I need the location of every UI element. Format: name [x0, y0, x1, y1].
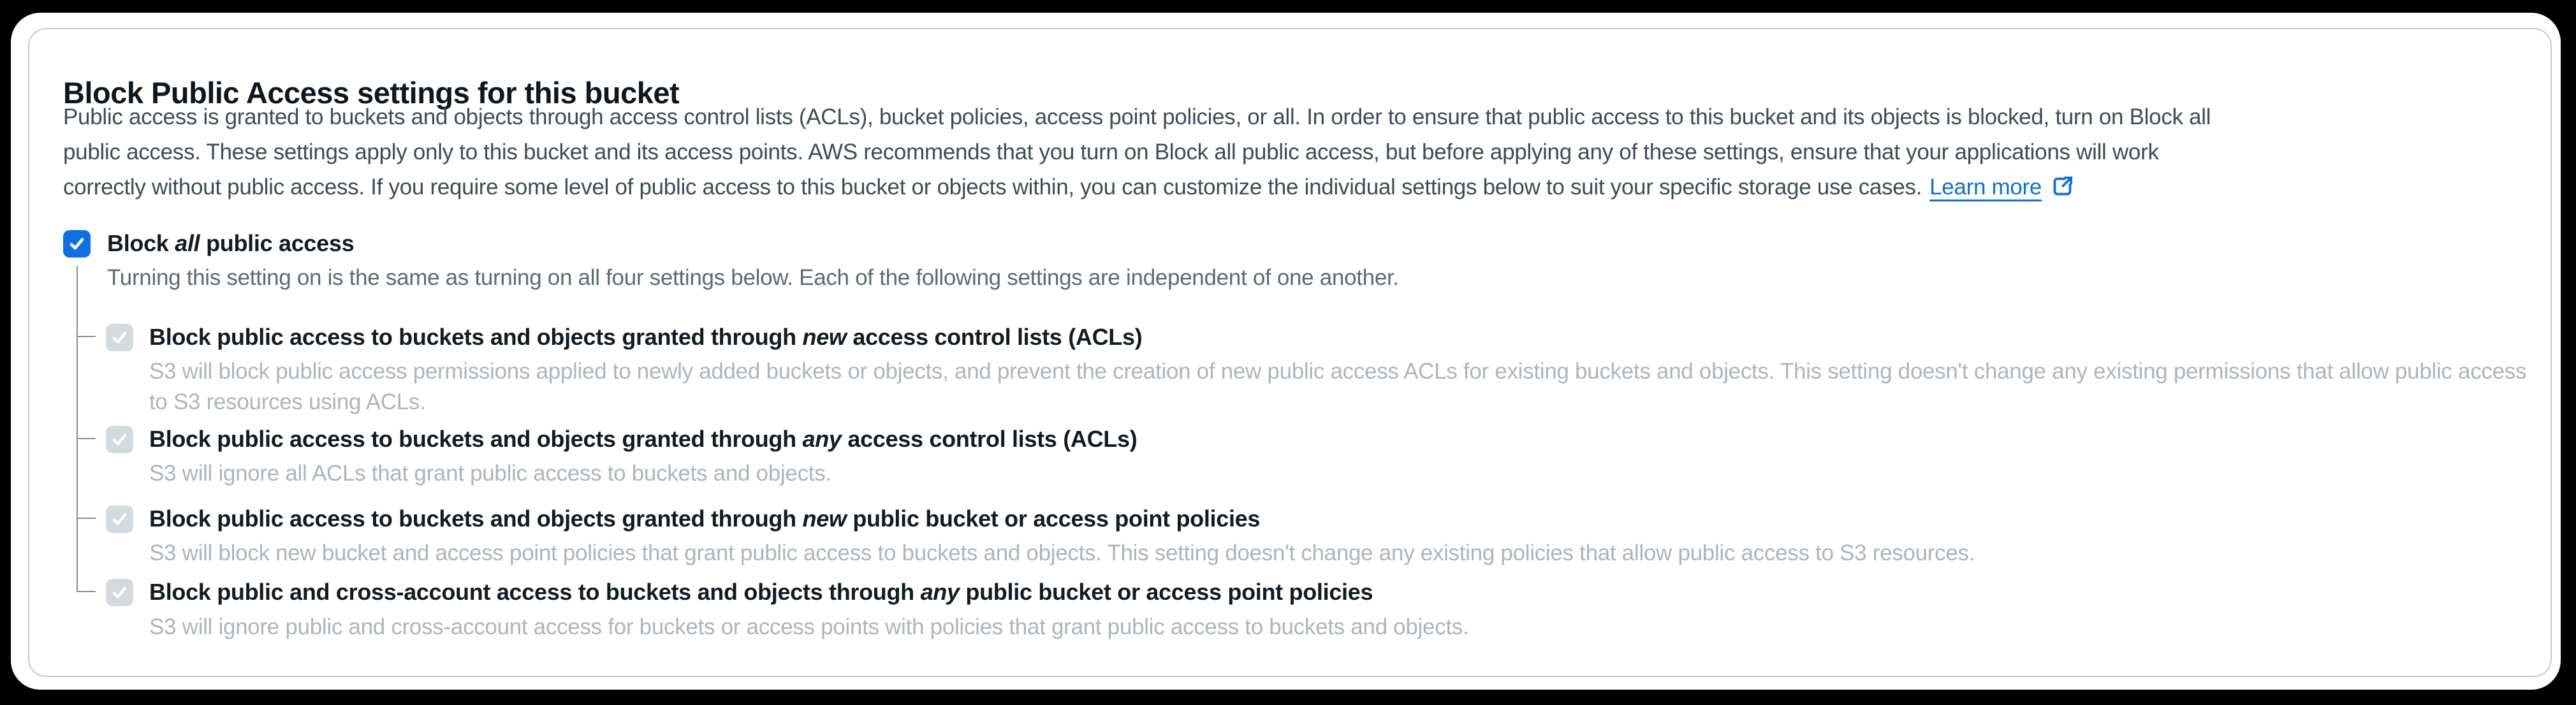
intro-line-1: Public access is granted to buckets and objects through access control lists (ACLs), bucket policies, access point policies, or all. In order to ensure that public access to this bucket and its objects is blocked, turn on Block all [63, 105, 2211, 129]
sub-setting-label: Block public access to buckets and objects granted through new public bucket or access point policies [149, 505, 1261, 532]
check-icon [67, 234, 87, 254]
sub-setting-row-new-policies [106, 505, 1260, 533]
block-all-public-access-checkbox[interactable] [63, 230, 91, 258]
sub-setting-checkbox-new-acls [106, 324, 133, 351]
check-icon [110, 583, 129, 602]
tree-connector-vertical-line [77, 266, 78, 592]
sub-setting-row-new-acls [106, 323, 1142, 351]
intro-line-3 [63, 170, 2211, 205]
check-icon [110, 430, 129, 449]
intro-paragraph [63, 99, 2211, 205]
block-all-public-access-label[interactable]: Block all public access [107, 230, 355, 256]
block-all-public-access-row [63, 229, 354, 258]
tree-connector-branch [77, 591, 96, 592]
page-surface [11, 13, 2561, 690]
sub-setting-checkbox-any-acls [106, 426, 133, 453]
block-public-access-panel [28, 28, 2552, 677]
sub-setting-checkbox-any-policies [106, 579, 133, 606]
sub-setting-row-any-acls [106, 425, 1137, 453]
check-icon [110, 509, 129, 529]
sub-setting-description: S3 will block public access permissions applied to newly added buckets or objects, and prevent the creation of new public access ACLs for existing buckets and objects. This setting doesn't change any existing permissions that allow public access to S3 resources using ACLs. [149, 359, 2527, 414]
block-all-description: Turning this setting on is the same as turning on all four settings below. Each of the following settings are independent of one another. [107, 265, 1399, 290]
intro-line-2: public access. These settings apply only to this bucket and its access points. AWS recommends that you turn on Block all public access, but before applying any of these settings, ensure that your applications will work [63, 140, 2159, 164]
intro-line-3-text: correctly without public access. If you require some level of public access to this bucket or objects within, you can customize the individual settings below to suit your specific storage use cases. [63, 175, 1922, 200]
sub-setting-label: Block public and cross-account access to buckets and objects through any public bucket or access point policies [149, 579, 1373, 605]
sub-setting-label: Block public access to buckets and objects granted through any access control lists (ACLs) [149, 426, 1138, 452]
tree-connector-branch [77, 336, 96, 337]
sub-setting-description: S3 will ignore public and cross-account access for buckets or access points with policies that grant public access to buckets and objects. [149, 614, 1469, 639]
external-link-icon [2050, 174, 2075, 209]
sub-setting-row-any-policies [106, 578, 1373, 606]
sub-setting-label: Block public access to buckets and objects granted through new access control lists (ACLs) [149, 324, 1143, 350]
sub-setting-description: S3 will ignore all ACLs that grant public access to buckets and objects. [149, 461, 831, 486]
panel-title: Block Public Access settings for this bucket [63, 76, 680, 110]
learn-more-link[interactable]: Learn more [1929, 175, 2042, 200]
tree-connector-branch [77, 438, 96, 439]
sub-setting-checkbox-new-policies [106, 505, 133, 533]
check-icon [110, 328, 129, 347]
sub-setting-description: S3 will block new bucket and access point policies that grant public access to buckets and objects. This setting doesn't change any existing policies that allow public access to S3 resources. [149, 541, 1975, 565]
tree-connector-branch [77, 518, 96, 519]
